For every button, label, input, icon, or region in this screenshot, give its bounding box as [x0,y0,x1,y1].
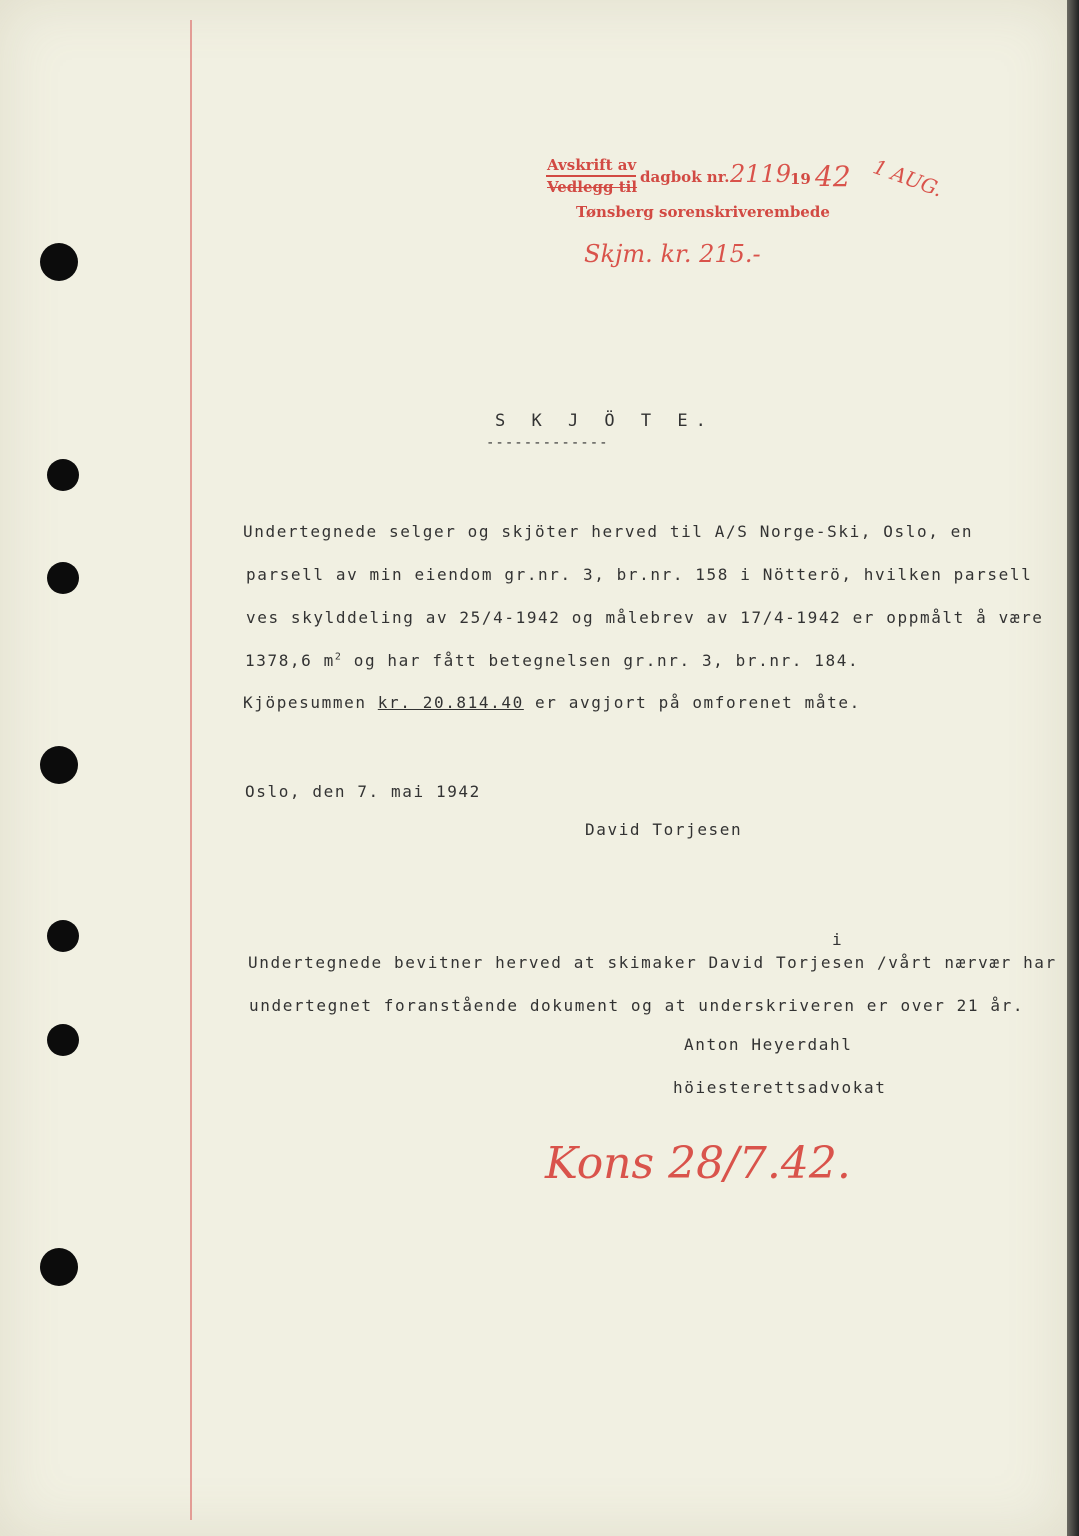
punch-hole [47,562,79,594]
body-line-5 [243,693,861,712]
witness-line-1: Undertegnede bevitner herved at skimaker David Torjesen /vårt nærvær har [248,953,1057,972]
title-underline: ------------- [486,435,609,451]
body-line-2: parsell av min eiendom gr.nr. 3, br.nr. 158 i Nötterö, hvilken parsell [246,565,1033,584]
witness-title: höiesterettsadvokat [673,1078,887,1097]
area-value: 1378,6 m [245,651,335,670]
punch-hole [40,746,78,784]
stamp-date: 1 AUG. [870,154,946,202]
body-line-4 [245,651,859,670]
area-description: og har fått betegnelsen gr.nr. 3, br.nr. 184. [342,651,860,670]
price-note: er avgjort på omforenet måte. [523,693,861,712]
stamp-dagbok: dagbok nr. [640,168,730,186]
punch-hole [40,243,78,281]
handwritten-note: Kons 28/7.42. [545,1138,851,1189]
page-edge [1067,0,1079,1536]
witness-insert: i [832,930,844,949]
stamp-year-prefix: 19 [790,170,811,188]
body-line-1: Undertegnede selger og skjöter herved til A/S Norge-Ski, Oslo, en [243,522,974,541]
margin-line [190,20,192,1520]
stamp-office: Tønsberg sorenskriverembede [576,203,830,221]
punch-hole [47,459,79,491]
price-label: Kjöpesummen [243,693,378,712]
body-line-3: ves skylddeling av 25/4-1942 og målebrev av 17/4-1942 er oppmålt å være [246,608,1044,627]
stamp-dagbok-number: 2119 [730,160,792,188]
stamp-avskrift: Avskrift av [547,156,637,174]
document-title: S K J Ö T E. [495,411,714,431]
stamp-rule [546,175,636,177]
place-date: Oslo, den 7. mai 1942 [245,782,481,801]
punch-hole [47,920,79,952]
price-amount: kr. 20.814.40 [377,693,524,712]
stamp-fee: Skjm. kr. 215.- [584,240,761,268]
punch-hole [47,1024,79,1056]
stamp-vedlegg: Vedlegg til [547,178,638,196]
witness-line-2: undertegnet foranstående dokument og at underskriveren er over 21 år. [249,996,1025,1015]
punch-hole [40,1248,78,1286]
area-unit-exponent: 2 [334,651,343,663]
witness-name: Anton Heyerdahl [684,1035,853,1054]
seller-name: David Torjesen [585,820,743,839]
stamp-year: 42 [815,160,851,193]
